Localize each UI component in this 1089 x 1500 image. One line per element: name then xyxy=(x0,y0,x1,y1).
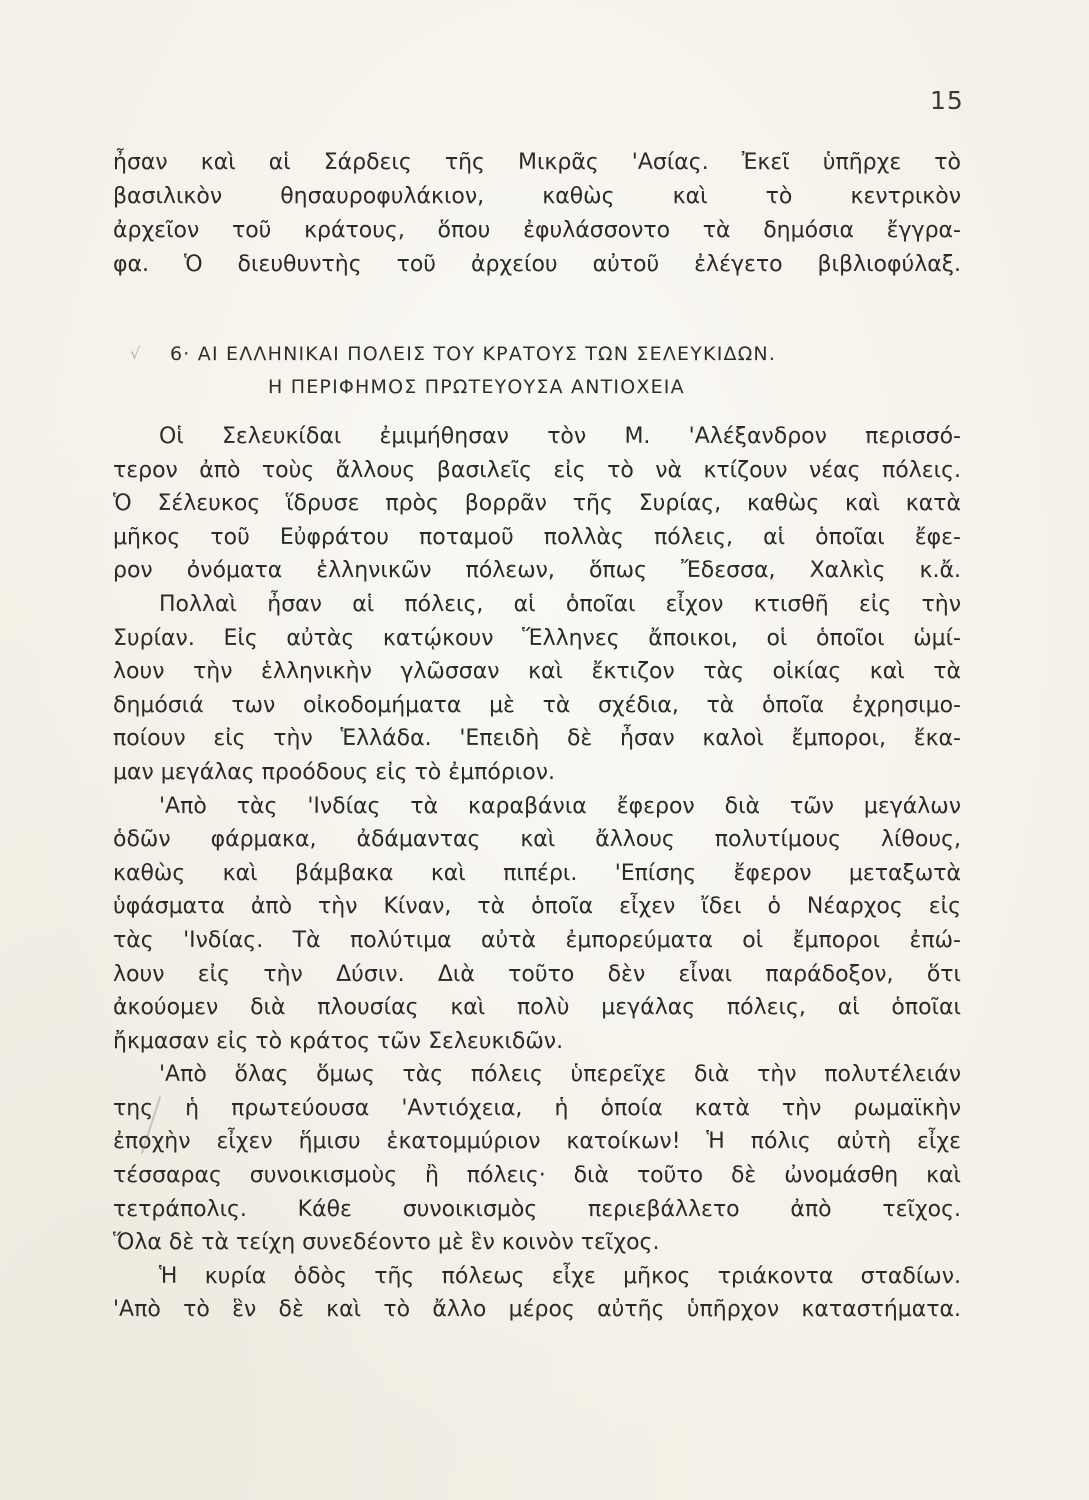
text-line: 'Απὸ τὰς 'Ινδίας τὰ καραβάνια ἔφερον διὰ τῶν μεγάλων xyxy=(159,793,961,819)
text-line: ἦσαν καὶ αἱ Σάρδεις τῆς Μικρᾶς 'Ασίας. Ἐκεῖ ὑπῆρχε τὸ xyxy=(113,150,961,175)
section-heading-line-2: Η ΠΕΡΙΦΗΜΟΣ ΠΡΩΤΕΥΟΥΣΑ ΑΝΤΙΟΧΕΙΑ xyxy=(268,376,685,398)
text-line: Ὁ Σέλευκος ἵδρυσε πρὸς βορρᾶν τῆς Συρίας, καθὼς καὶ κατὰ xyxy=(113,491,961,517)
text-line: δημόσιά των οἰκοδομήματα μὲ τὰ σχέδια, τὰ ὁποῖα ἐχρησιμο- xyxy=(113,692,961,718)
text-line: Ὅλα δὲ τὰ τείχη συνεδέοντο μὲ ἓν κοινὸν τεῖχος. xyxy=(113,1230,660,1256)
text-line: ὁδῶν φάρμακα, ἀδάμαντας καὶ ἄλλους πολυτίμους λίθους, xyxy=(113,827,961,853)
section-body xyxy=(113,420,961,1327)
text-line: τὰς 'Ινδίας. Τὰ πολύτιμα αὐτὰ ἐμπορεύματα οἱ ἔμποροι ἐπώ- xyxy=(113,927,961,953)
text-line: ἤκμασαν εἰς τὸ κράτος τῶν Σελευκιδῶν. xyxy=(113,1028,564,1054)
text-line: τερον ἀπὸ τοὺς ἄλλους βασιλεῖς εἰς τὸ νὰ κτίζουν νέας πόλεις. xyxy=(113,457,961,483)
section-heading xyxy=(170,338,910,404)
text-line: μῆκος τοῦ Εὐφράτου ποταμοῦ πολλὰς πόλεις, αἱ ὁποῖαι ἔφε- xyxy=(113,524,961,550)
text-line: ἀκούομεν διὰ πλουσίας καὶ πολὺ μεγάλας πόλεις, αἱ ὁποῖαι xyxy=(113,995,961,1021)
text-line: λουν τὴν ἑλληνικὴν γλῶσσαν καὶ ἔκτιζον τὰς οἰκίας καὶ τὰ xyxy=(113,659,961,685)
text-line: τετράπολις. Κάθε συνοικισμὸς περιεβάλλετο ἀπὸ τεῖχος. xyxy=(113,1196,961,1222)
intro-paragraph xyxy=(113,146,961,282)
text-line: βασιλικὸν θησαυροφυλάκιον, καθὼς καὶ τὸ κεντρικὸν xyxy=(113,184,961,209)
text-line: 'Απὸ τὸ ἓν δὲ καὶ τὸ ἄλλο μέρος αὐτῆς ὑπῆρχον καταστήματα. xyxy=(113,1297,961,1323)
text-line: Οἱ Σελευκίδαι ἐμιμήθησαν τὸν Μ. 'Αλέξανδρον περισσό- xyxy=(159,424,961,449)
text-line: ποίουν εἰς τὴν Ἑλλάδα. 'Επειδὴ δὲ ἦσαν καλοὶ ἔμποροι, ἔκα- xyxy=(113,726,961,752)
section-heading-line-1: 6· ΑΙ ΕΛΛΗΝΙΚΑΙ ΠΟΛΕΙΣ ΤΟΥ ΚΡΑΤΟΥΣ ΤΩΝ ΣΕΛΕΥΚΙΔΩΝ. xyxy=(170,343,777,365)
text-line: λουν εἰς τὴν Δύσιν. Διὰ τοῦτο δὲν εἶναι παράδοξον, ὅτι xyxy=(113,961,961,987)
text-line: ἀρχεῖον τοῦ κράτους, ὅπου ἐφυλάσσοντο τὰ δημόσια ἔγγρα- xyxy=(113,218,961,243)
text-line: Πολλαὶ ἦσαν αἱ πόλεις, αἱ ὁποῖαι εἶχον κτισθῆ εἰς τὴν xyxy=(159,591,961,617)
text-line: μαν μεγάλας προόδους εἰς τὸ ἐμπόριον. xyxy=(113,759,555,785)
text-line: Συρίαν. Εἰς αὐτὰς κατῴκουν Ἕλληνες ἄποικοι, οἱ ὁποῖοι ὡμί- xyxy=(113,625,961,651)
text-line: φα. Ὁ διευθυντὴς τοῦ ἀρχείου αὐτοῦ ἐλέγετο βιβλιοφύλαξ. xyxy=(113,252,961,277)
page-number: 15 xyxy=(930,86,964,115)
text-line: τέσσαρας συνοικισμοὺς ἢ πόλεις· διὰ τοῦτο δὲ ὠνομάσθη καὶ xyxy=(113,1163,961,1189)
text-line: ρον ὀνόματα ἑλληνικῶν πόλεων, ὅπως Ἔδεσσα, Χαλκὶς κ.ἄ. xyxy=(113,558,961,584)
margin-pencil-mark: √ xyxy=(130,344,141,363)
text-line: 'Απὸ ὅλας ὅμως τὰς πόλεις ὑπερεῖχε διὰ τὴν πολυτέλειάν xyxy=(159,1062,961,1088)
text-line: καθὼς καὶ βάμβακα καὶ πιπέρι. 'Επίσης ἔφερον μεταξωτὰ xyxy=(113,860,961,886)
text-line: ὑφάσματα ἀπὸ τὴν Κίναν, τὰ ὁποῖα εἶχεν ἴδει ὁ Νέαρχος εἰς xyxy=(113,894,961,920)
text-line: ἐποχὴν εἶχεν ἥμισυ ἑκατομμύριον κατοίκων! Ἡ πόλις αὐτὴ εἶχε xyxy=(113,1129,961,1155)
text-line: Ἡ κυρία ὁδὸς τῆς πόλεως εἶχε μῆκος τριάκοντα σταδίων. xyxy=(159,1263,961,1289)
text-line: της ἡ πρωτεύουσα 'Αντιόχεια, ἡ ὁποία κατὰ τὴν ρωμαϊκὴν xyxy=(113,1095,961,1121)
